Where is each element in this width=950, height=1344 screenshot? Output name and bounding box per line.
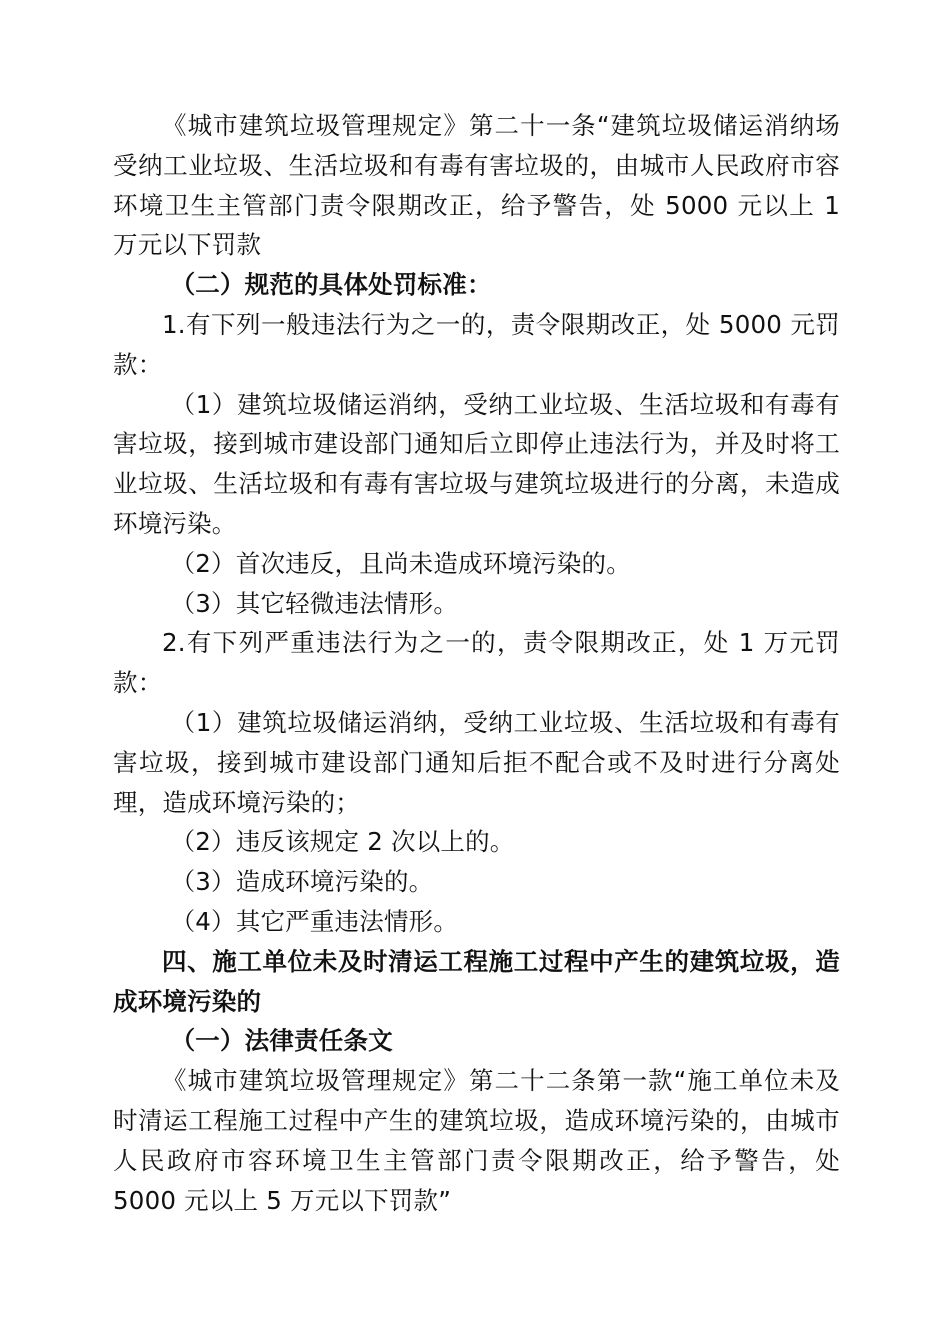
- list-item-serious-4: （4）其它严重违法情形。: [170, 906, 459, 936]
- list-item-serious-2: （2）违反该规定 2 次以上的。: [170, 827, 515, 857]
- list-item-general-2: （2）首次违反，且尚未造成环境污染的。: [170, 548, 631, 578]
- heading-legal-liability: （一）法律责任条文: [170, 1026, 393, 1056]
- document-body: [113, 106, 840, 1220]
- list-item-general-3: （3）其它轻微违法情形。: [170, 588, 459, 618]
- paragraph-article-22: 《城市建筑垃圾管理规定》第二十二条第一款“施工单位未及时清运工程施工过程中产生的建筑垃圾，造成环境污染的，由城市人民政府市容环境卫生主管部门责令限期改正，给予警告，处 5000 元以上 5 万元以下罚款”: [113, 1066, 840, 1215]
- heading-penalty-standard: （二）规范的具体处罚标准：: [170, 270, 492, 300]
- list-item-serious-3: （3）造成环境污染的。: [170, 867, 434, 897]
- paragraph-article-21: 《城市建筑垃圾管理规定》第二十一条“建筑垃圾储运消纳场受纳工业垃圾、生活垃圾和有毒有害垃圾的，由城市人民政府市容环境卫生主管部门责令限期改正，给予警告，处 5000 元以上 1 万元以下罚款: [113, 111, 840, 260]
- paragraph-general-violation: 1.有下列一般违法行为之一的，责令限期改正，处 5000 元罚款：: [113, 309, 840, 379]
- section-heading-four: 四、施工单位未及时清运工程施工过程中产生的建筑垃圾，造成环境污染的: [113, 946, 840, 1016]
- paragraph-serious-violation: 2.有下列严重违法行为之一的，责令限期改正，处 1 万元罚款：: [113, 628, 840, 698]
- list-item-serious-1: （1）建筑垃圾储运消纳，受纳工业垃圾、生活垃圾和有毒有害垃圾，接到城市建设部门通知后拒不配合或不及时进行分离处理，造成环境污染的；: [113, 707, 840, 817]
- list-item-general-1: （1）建筑垃圾储运消纳，受纳工业垃圾、生活垃圾和有毒有害垃圾，接到城市建设部门通知后立即停止违法行为，并及时将工业垃圾、生活垃圾和有毒有害垃圾与建筑垃圾进行的分离，未造成环境污染。: [113, 389, 840, 538]
